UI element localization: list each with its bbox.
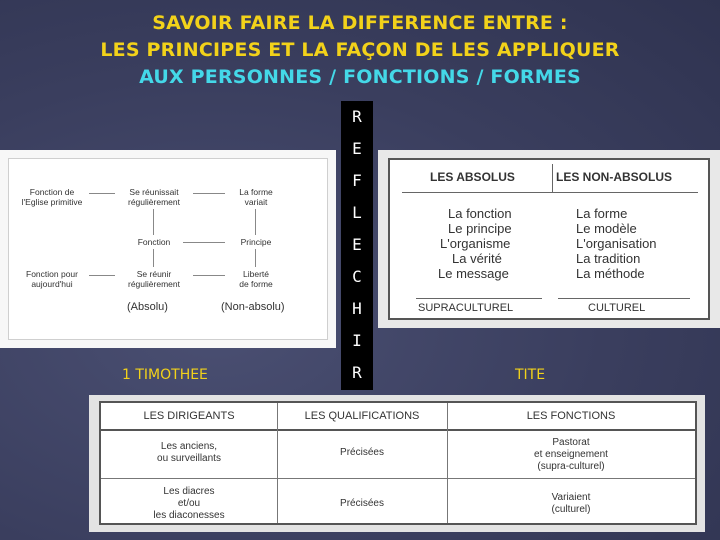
reflechir-letter: R — [352, 363, 362, 382]
diagram-arrow — [153, 249, 154, 267]
culturel-label: CULTUREL — [588, 302, 646, 314]
col-header-dirigeants: LES DIRIGEANTS — [143, 410, 235, 422]
footer-rule-left — [416, 298, 542, 299]
diagram-mid-right: Principe — [240, 237, 272, 247]
diagram-arrow — [183, 242, 225, 243]
diagram-mid-mid: Fonction — [137, 237, 171, 247]
table-cell: Précisées — [340, 447, 384, 458]
diagram-top-right: La forme variait — [239, 187, 273, 207]
reflechir-letter: F — [352, 171, 362, 190]
non-absolu-item: La tradition — [576, 251, 641, 266]
title-line-3: AUX PERSONNES / FONCTIONS / FORMES — [139, 66, 581, 88]
diagram-arrow — [89, 275, 115, 276]
non-absolu-item: Le modèle — [576, 221, 637, 236]
non-absolus-header: LES NON-ABSOLUS — [556, 170, 673, 184]
diagram-arrow — [89, 193, 115, 194]
diagram-arrow — [193, 275, 225, 276]
reflechir-letter: E — [352, 235, 362, 254]
absolu-item: Le message — [438, 266, 509, 281]
diagram-foot-left: (Absolu) — [127, 301, 168, 313]
diagram-arrow — [255, 209, 256, 235]
non-absolu-item: L'organisation — [576, 236, 657, 251]
principle-diagram-panel — [0, 150, 336, 348]
diagram-top-left: Fonction de l'Eglise primitive — [21, 187, 83, 207]
absolu-item: La vérité — [452, 251, 502, 266]
title-line-2: LES PRINCIPES ET LA FAÇON DE LES APPLIQUER — [100, 39, 620, 61]
absolu-item: La fonction — [448, 206, 512, 221]
absolutes-panel — [378, 150, 720, 328]
diagram-bot-left: Fonction pour aujourd'hui — [26, 269, 78, 289]
reflechir-letter: R — [352, 107, 362, 126]
non-absolu-item: La forme — [576, 206, 628, 221]
table-cell: Pastorat et enseignement (supra-culturel) — [534, 437, 608, 472]
col-header-fonctions: LES FONCTIONS — [526, 410, 616, 422]
table-cell: Les anciens, ou surveillants — [157, 441, 221, 464]
reflechir-letter: E — [352, 139, 362, 158]
absolutes-table — [388, 158, 710, 320]
diagram-bot-mid: Se réunir régulièrement — [128, 269, 180, 289]
diagram-top-mid: Se réunissait régulièrement — [128, 187, 180, 207]
header-divider — [552, 164, 553, 192]
table-cell: Variaient (culturel) — [551, 492, 591, 515]
row-rule — [101, 478, 695, 479]
absolu-item: L'organisme — [440, 236, 511, 251]
non-absolu-item: La méthode — [576, 266, 645, 281]
leaders-table — [99, 401, 697, 525]
reflechir-letter: C — [352, 267, 362, 286]
absolu-item: Le principe — [448, 221, 512, 236]
diagram-foot-right: (Non-absolu) — [221, 301, 285, 313]
title-block — [0, 10, 720, 91]
reflechir-letter: I — [352, 331, 362, 350]
tite-label: TITE — [515, 367, 546, 383]
diagram-arrow — [255, 249, 256, 267]
diagram-arrow — [153, 209, 154, 235]
timothee-label: 1 TIMOTHEE — [122, 367, 208, 383]
footer-rule-right — [558, 298, 690, 299]
diagram-bot-right: Liberté de forme — [239, 269, 273, 289]
reflechir-column — [341, 101, 373, 390]
table-cell: Précisées — [340, 498, 384, 509]
leaders-panel — [89, 395, 705, 532]
absolus-header: LES ABSOLUS — [430, 170, 515, 184]
reflechir-letter: L — [352, 203, 362, 222]
col-header-qualifications: LES QUALIFICATIONS — [304, 410, 420, 422]
title-line-1: SAVOIR FAIRE LA DIFFERENCE ENTRE : — [152, 12, 568, 34]
reflechir-letter: H — [352, 299, 362, 318]
principle-diagram — [8, 158, 328, 340]
table-cell: Les diacres et/ou les diaconesses — [153, 486, 225, 521]
header-rule — [402, 192, 698, 193]
diagram-arrow — [193, 193, 225, 194]
supraculturel-label: SUPRACULTUREL — [418, 302, 514, 314]
header-rule — [101, 429, 695, 431]
